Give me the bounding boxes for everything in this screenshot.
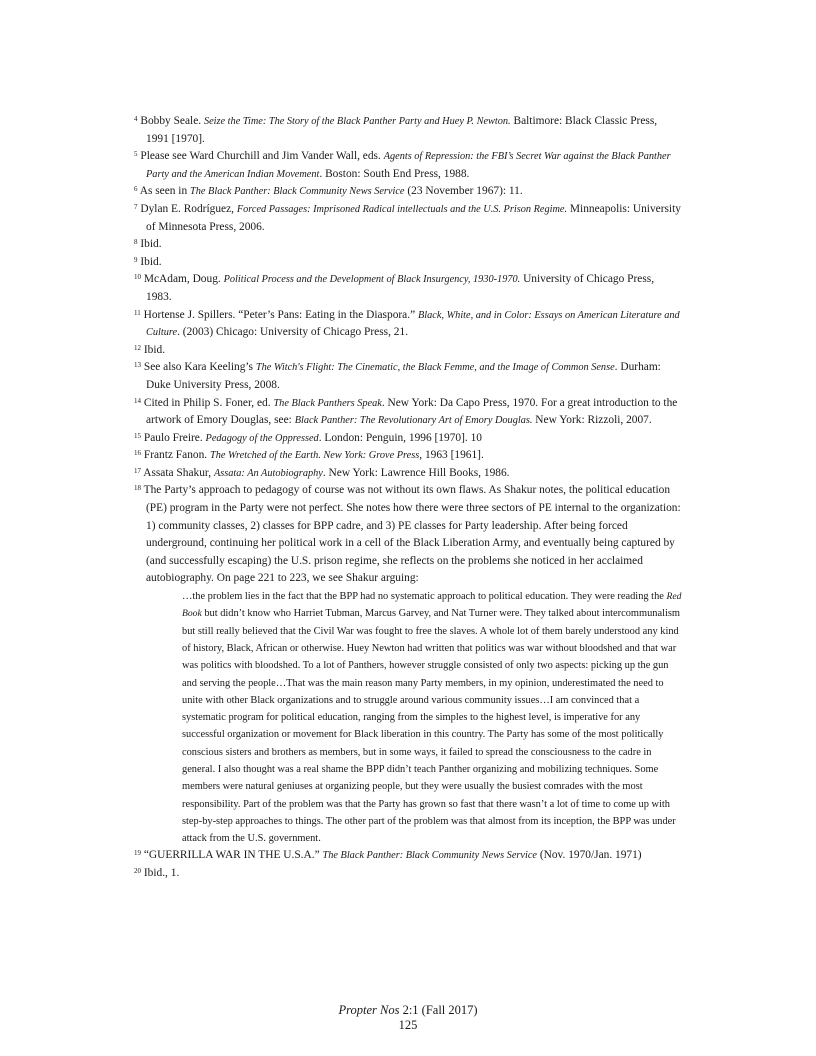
note-text: Ibid. xyxy=(143,343,166,356)
note-text: As seen in xyxy=(139,185,191,198)
italic-title: Black, White, and in Color: Essays on American Literature and Culture xyxy=(146,309,680,339)
note-text: See also Kara Keeling’s xyxy=(143,361,256,374)
note-text: . (2003) Chicago: University of Chicago Press, 21. xyxy=(177,326,409,339)
italic-title: The Wretched of the Earth. New York: Grove Press xyxy=(209,450,420,462)
note-text: . London: Penguin, 1996 [1970]. 10 xyxy=(318,431,482,444)
journal-citation xyxy=(0,1003,816,1018)
italic-title: Pedagogy of the Oppressed xyxy=(205,432,319,444)
note-text: (Nov. 1970/Jan. 1971) xyxy=(536,849,642,862)
endnote-number: 11 xyxy=(134,308,141,317)
endnote-11 xyxy=(134,307,682,342)
endnote-14 xyxy=(134,395,682,430)
endnote-number: 18 xyxy=(134,484,141,493)
italic-title: Red Book xyxy=(182,591,682,620)
endnote-number: 20 xyxy=(134,867,141,876)
note-text: Bobby Seale. xyxy=(140,115,204,127)
endnote-13 xyxy=(134,359,682,394)
block-quote xyxy=(182,588,682,847)
italic-title: The Black Panther: Black Community News Service xyxy=(322,850,537,862)
note-text: McAdam, Doug. xyxy=(143,273,224,286)
note-text: . New York: Lawrence Hill Books, 1986. xyxy=(322,466,510,479)
italic-title: Forced Passages: Imprisoned Radical intellectuals and the U.S. Prison Regime. xyxy=(236,203,568,215)
italic-title: Black Panther: The Revolutionary Art of Emory Douglas. xyxy=(294,415,533,427)
endnote-number: 6 xyxy=(134,185,138,194)
endnote-number: 19 xyxy=(134,849,141,858)
note-text: Cited in Philip S. Foner, ed. xyxy=(143,396,274,409)
endnote-15 xyxy=(134,430,682,448)
endnote-number: 9 xyxy=(134,255,138,264)
note-text: Minneapolis: University of Minnesota Press, 2006. xyxy=(146,202,681,233)
endnote-number: 4 xyxy=(134,115,138,123)
endnote-9 xyxy=(134,254,682,272)
endnote-4 xyxy=(134,113,682,148)
endnote-20 xyxy=(134,865,682,883)
note-text: Ibid., 1. xyxy=(143,867,180,880)
note-text: Please see Ward Churchill and Jim Vander Wall, eds. xyxy=(140,150,384,163)
italic-title: Seize the Time: The Story of the Black Panther Party and Huey P. Newton. xyxy=(203,116,511,127)
note-text: Ibid. xyxy=(140,238,162,251)
endnotes-list xyxy=(134,113,682,883)
note-text: Paulo Freire. xyxy=(143,431,206,444)
page-number: 125 xyxy=(398,1017,418,1032)
note-text: . Durham: Duke University Press, 2008. xyxy=(146,361,661,391)
endnote-number: 5 xyxy=(134,150,138,159)
endnote-12 xyxy=(134,342,682,360)
journal-issue: 2:1 (Fall 2017) xyxy=(399,1003,478,1017)
endnote-8 xyxy=(134,236,682,254)
endnote-number: 15 xyxy=(134,431,141,440)
endnote-7 xyxy=(134,201,682,236)
italic-title: The Witch's Flight: The Cinematic, the Black Femme, and the Image of Common Sense xyxy=(255,362,615,374)
endnote-number: 12 xyxy=(134,343,141,352)
note-text: . Boston: South End Press, 1988. xyxy=(319,167,470,180)
endnote-17 xyxy=(134,465,682,483)
endnote-number: 8 xyxy=(134,238,138,247)
page-footer xyxy=(0,1003,816,1032)
note-text: Hortense J. Spillers. “Peter’s Pans: Eating in the Diaspora.” xyxy=(143,308,418,321)
note-text: Assata Shakur, xyxy=(143,466,214,479)
endnote-10 xyxy=(134,271,682,306)
note-text: “GUERRILLA WAR IN THE U.S.A.” xyxy=(143,849,323,862)
note-text: Frantz Fanon. xyxy=(143,449,210,462)
note-text: , 1963 [1961]. xyxy=(419,449,484,462)
endnote-5 xyxy=(134,148,682,183)
italic-title: Assata: An Autobiography xyxy=(213,467,323,479)
endnote-number: 17 xyxy=(134,466,141,475)
note-text: Baltimore: Black Classic Press, 1991 [1970]. xyxy=(146,115,658,145)
endnote-18 xyxy=(134,482,682,588)
note-text: (23 November 1967): 11. xyxy=(404,185,523,198)
italic-title: The Black Panthers Speak xyxy=(273,397,382,409)
italic-title: Agents of Repression: the FBI’s Secret War against the Black Panther Party and the American Indian Movement xyxy=(146,151,671,180)
note-text: but didn’t know who Harriet Tubman, Marcus Garvey, and Nat Turner were. They talked about intercommunalism but still really believed that the Civil War was fought to free the slaves. A whole lot of them barely understood any kind of history, Black, African or otherwise. Huey Newton had written that politics was war without bloodshed and that war was politics with bloodshed. To a lot of Panthers, however struggle consisted of only two aspects: picking up the gun and serving the people…That was the main reason many Party members, in my opinion, underestimated the need to unite with other Black organizations and to struggle around various community issues…I am convinced that a systematic program for political education, ranging from the simples to the highest level, is imperative for any successful organization or movement for Black liberation in this country. The Party has some of the most politically conscious sisters and brothers as members, but in some ways, it failed to spread the consciousness to the cadre in general. I also thought was a real shame the BPP didn’t teach Panther organizing and mobilizing techniques. Some members were natural geniuses at organizing people, but they were usually the busiest comrades with the most responsibility. Part of the problem was that the Party has grown so fast that there wasn’t a lot of time to come up with step-by-step approaches to things. The other part of the problem was that almost from its inception, the BPP was under attack from the U.S. government. xyxy=(182,608,680,845)
note-text: Dylan E. Rodríguez, xyxy=(140,202,237,215)
endnote-number: 14 xyxy=(134,396,141,405)
note-text: The Party’s approach to pedagogy of course was not without its own flaws. As Shakur notes, the political education (PE) program in the Party were not perfect. She notes how there were three sectors of PE internal to the organization: 1) community classes, 2) classes for BPP cadre, and 3) PE classes for Party leadership. After being forced underground, continuing her political work in a cell of the Black Liberation Army, and eventually being captured by (and successfully escaping) the U.S. prison regime, she reflects on the problems she noticed in her acclaimed autobiography. On page 221 to 223, we see Shakur arguing: xyxy=(143,484,681,585)
endnote-number: 16 xyxy=(134,449,141,458)
italic-title: Political Process and the Development of Black Insurgency, 1930-1970. xyxy=(223,274,521,286)
endnote-number: 10 xyxy=(134,273,141,282)
endnote-number: 7 xyxy=(134,202,138,211)
journal-title: Propter Nos xyxy=(338,1003,400,1017)
endnote-16 xyxy=(134,447,682,465)
note-text: University of Chicago Press, 1983. xyxy=(146,273,655,303)
note-text: …the problem lies in the fact that the BPP had no systematic approach to political education. They were reading the xyxy=(182,591,667,603)
endnote-19 xyxy=(134,847,682,865)
note-text: . New York: Da Capo Press, 1970. For a great introduction to the artwork of Emory Douglas, see: xyxy=(146,396,678,427)
note-text: New York: Rizzoli, 2007. xyxy=(532,414,652,427)
endnote-number: 13 xyxy=(134,361,141,370)
note-text: Ibid. xyxy=(140,255,162,268)
endnote-6 xyxy=(134,183,682,201)
italic-title: The Black Panther: Black Community News Service xyxy=(190,186,405,198)
